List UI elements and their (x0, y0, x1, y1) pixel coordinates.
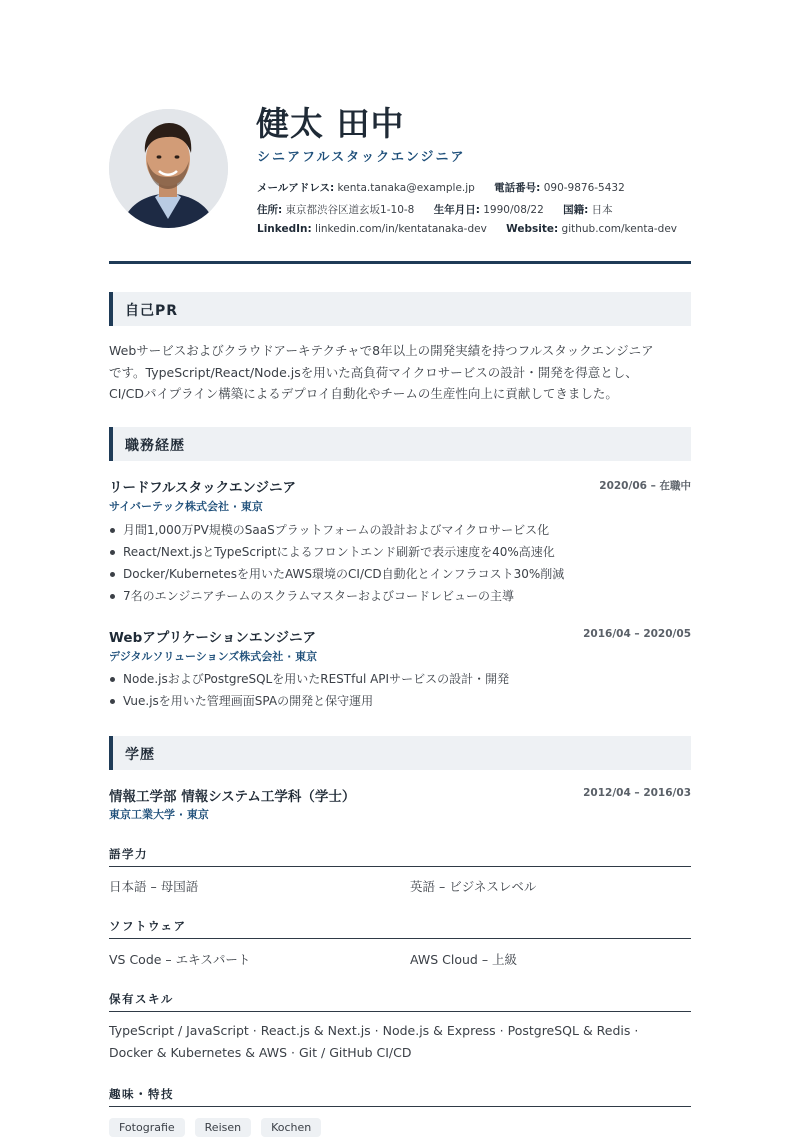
skills-heading: 保有スキル (109, 991, 691, 1012)
hobby-tags (109, 1116, 331, 1138)
phone-label: 電話番号: (494, 182, 541, 194)
summary-line: CI/CDパイプライン構築によるデプロイ自動化やチームの生産性向上に貢献してきました。 (109, 386, 618, 401)
skills-line: TypeScript / JavaScript · React.js & Next.js · Node.js & Express · PostgreSQL & Redis · (109, 1023, 639, 1038)
address-label: 住所: (257, 204, 283, 216)
section-experience (109, 427, 691, 461)
linkedin-link[interactable]: linkedin.com/in/kentatanaka-dev (315, 223, 487, 235)
software-item: AWS Cloud – 上級 (410, 952, 518, 967)
phone-value: 090-9876-5432 (543, 182, 625, 194)
nationality-value: 日本 (591, 204, 613, 216)
job-entry-1-header (109, 476, 691, 494)
hobby-tag: Fotografie (109, 1118, 185, 1137)
software-list (109, 950, 691, 968)
section-experience-title: 職務経歴 (125, 438, 185, 454)
hobbies-heading: 趣味・特技 (109, 1086, 691, 1107)
contact-line-1 (257, 180, 625, 195)
profile-photo (109, 109, 228, 228)
email-value[interactable]: kenta.tanaka@example.jp (337, 182, 475, 194)
school: 東京工業大学 · 東京 (109, 808, 209, 821)
section-education-title: 学歴 (125, 747, 155, 763)
address-value: 東京都渋谷区道玄坂1-10-8 (285, 204, 415, 216)
language-item: 日本語 – 母国語 (109, 879, 199, 894)
job-company: デジタルソリューションズ株式会社 · 東京 (109, 650, 318, 663)
list-item: React/Next.jsとTypeScriptによるフロントエンド刷新で表示速度を40%高速化 (109, 541, 699, 563)
language-item: 英語 – ビジネスレベル (410, 879, 537, 894)
languages-list (109, 877, 691, 895)
job-1-bullets (109, 519, 699, 607)
website-label: Website: (506, 223, 559, 235)
job-title: シニアフルスタックエンジニア (257, 150, 466, 165)
list-item: Node.jsおよびPostgreSQLを用いたRESTful APIサービスの設計・開発 (109, 668, 699, 690)
section-summary (109, 292, 691, 326)
birth-label: 生年月日: (433, 204, 480, 216)
job-date: 2016/04 – 2020/05 (583, 628, 691, 640)
job-position: Webアプリケーションエンジニア (109, 630, 317, 646)
list-item: Docker/Kubernetesを用いたAWS環境のCI/CD自動化とインフラコスト30%削減 (109, 563, 699, 585)
job-company: サイバーテック株式会社 · 東京 (109, 500, 263, 513)
section-summary-title: 自己PR (125, 303, 179, 319)
person-name: 健太 田中 (256, 104, 405, 143)
summary-line: です。TypeScript/React/Node.jsを用いた高負荷マイクロサービスの設計・開発を得意とし、 (109, 364, 638, 380)
software-item: VS Code – エキスパート (109, 952, 251, 967)
skills-line: Docker & Kubernetes & AWS · Git / GitHub CI/CD (109, 1045, 412, 1060)
avatar (109, 109, 228, 228)
skills-text (109, 1020, 699, 1064)
education-header (109, 785, 691, 803)
contact-line-3 (257, 223, 677, 235)
section-education (109, 736, 691, 770)
nationality-label: 国籍: (563, 204, 589, 216)
hobby-tag: Kochen (261, 1118, 321, 1137)
summary-text (109, 340, 699, 405)
contact-line-2 (257, 202, 613, 217)
job-2-bullets (109, 668, 699, 712)
job-date: 2020/06 – 在職中 (599, 480, 691, 492)
list-item: Vue.jsを用いた管理画面SPAの開発と保守運用 (109, 690, 699, 712)
header-divider (109, 261, 691, 264)
linkedin-label: LinkedIn: (257, 223, 312, 235)
hobby-tag: Reisen (195, 1118, 251, 1137)
website-link[interactable]: github.com/kenta-dev (561, 223, 678, 235)
birth-value: 1990/08/22 (483, 204, 544, 216)
languages-heading: 語学力 (109, 846, 691, 867)
summary-line: Webサービスおよびクラウドアーキテクチャで8年以上の開発実績を持つフルスタックエンジニア (109, 343, 654, 358)
email-label: メールアドレス: (257, 182, 335, 194)
job-entry-2-header (109, 626, 691, 644)
degree: 情報工学部 情報システム工学科（学士） (109, 789, 356, 805)
list-item: 月間1,000万PV規模のSaaSプラットフォームの設計およびマイクロサービス化 (109, 519, 699, 541)
software-heading: ソフトウェア (109, 918, 691, 939)
list-item: 7名のエンジニアチームのスクラムマスターおよびコードレビューの主導 (109, 585, 699, 607)
education-date: 2012/04 – 2016/03 (583, 787, 691, 799)
job-position: リードフルスタックエンジニア (109, 480, 297, 496)
